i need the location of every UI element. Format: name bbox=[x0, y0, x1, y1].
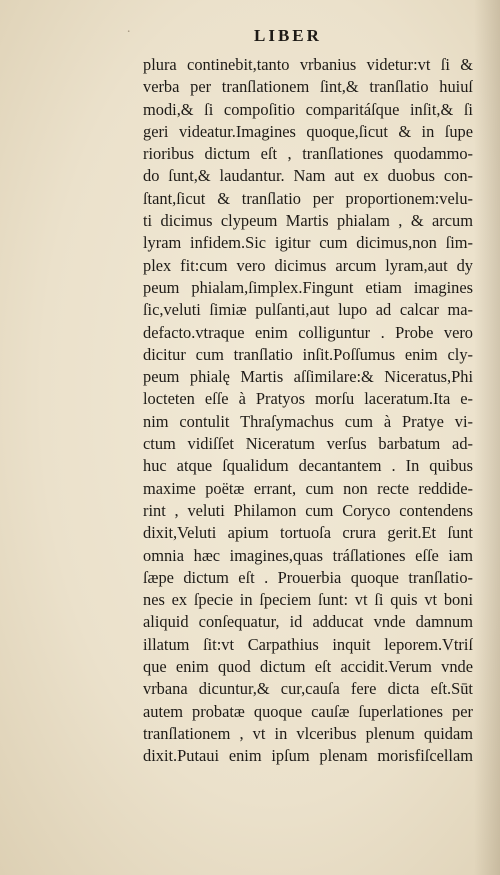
text-line: ctum vidiſſet Niceratum verſus barbatum ad- bbox=[143, 434, 473, 454]
text-line: lyram infidem.Sic igitur cum dicimus,non ſim- bbox=[143, 233, 473, 253]
text-line: que enim quod dictum eſt accidit.Verum vnde bbox=[143, 657, 473, 677]
text-line: illatum ſit:vt Carpathius inquit leporem.Vtriſ bbox=[143, 634, 473, 654]
text-line: plura continebit,tanto vrbanius videtur:vt ſi & bbox=[143, 55, 473, 74]
text-line: verba per tranſlationem ſint,& tranſlatio huiuſ bbox=[143, 77, 473, 97]
body-text bbox=[143, 54, 473, 768]
running-head: LIBER bbox=[254, 26, 322, 45]
text-line: huc atque ſqualidum decantantem . In quibus bbox=[143, 456, 473, 476]
text-line: nim contulit Thraſymachus cum à Pratye vi- bbox=[143, 411, 473, 431]
text-line: rioribus dictum eſt , tranſlationes quodammo- bbox=[143, 144, 473, 164]
text-line: peum phialę Martis aſſimilare:& Niceratus,Phi bbox=[143, 367, 473, 387]
text-line: ſæpe dictum eſt . Prouerbia quoque tranſlatio- bbox=[143, 567, 473, 587]
text-line: rint , veluti Philamon cum Coryco contendens bbox=[143, 500, 473, 520]
text-line: ſic,veluti ſimiæ pulſanti,aut lupo ad calcar ma- bbox=[143, 300, 473, 320]
text-line: maxime poëtæ errant, cum non recte reddide- bbox=[143, 478, 473, 498]
text-line: ſtant,ſicut & tranſlatio per proportionem:velu- bbox=[143, 188, 473, 208]
page-header bbox=[0, 24, 500, 54]
text-line: ti dicimus clypeum Martis phialam , & arcum bbox=[143, 211, 473, 231]
page-gutter-shadow bbox=[474, 0, 500, 875]
text-line: do ſunt,& laudantur. Nam aut ex duobus con- bbox=[143, 166, 473, 186]
text-line: dicitur cum tranſlatio inſit.Poſſumus enim cly- bbox=[143, 344, 473, 364]
header-mark: ˙ bbox=[126, 28, 132, 45]
text-line: autem probatæ quoque cauſæ ſuperlationes per bbox=[143, 701, 473, 721]
text-line: peum phialam,ſimplex.Fingunt etiam imagines bbox=[143, 277, 473, 297]
text-line: locteten eſſe à Pratyos morſu laceratum.Ita e- bbox=[143, 389, 473, 409]
text-line: tranſlationem , vt in vlceribus plenum quidam bbox=[143, 723, 473, 743]
text-line: plex fit:cum vero dicimus arcum lyram,aut dy bbox=[143, 255, 473, 275]
text-line: omnia hæc imagines,quas tráſlationes eſſe iam bbox=[143, 545, 473, 565]
text-line: vrbana dicuntur,& cur,cauſa fere dicta eſt.Sūt bbox=[143, 679, 473, 699]
text-line: nes ex ſpecie in ſpeciem ſunt: vt ſi quis vt boni bbox=[143, 590, 473, 610]
text-line: geri videatur.Imagines quoque,ſicut & in ſupe bbox=[143, 121, 473, 141]
text-line: defacto.vtraque enim colliguntur . Probe vero bbox=[143, 322, 473, 342]
text-line: dixit,Veluti apium tortuoſa crura gerit.Et ſunt bbox=[143, 523, 473, 543]
text-line: modi,& ſi compoſitio comparitáſque inſit,& ſi bbox=[143, 99, 473, 119]
text-line: aliquid conſequatur, id adducat vnde damnum bbox=[143, 612, 473, 632]
text-line: dixit.Putaui enim ipſum plenam morisfiſcellam bbox=[143, 746, 473, 766]
